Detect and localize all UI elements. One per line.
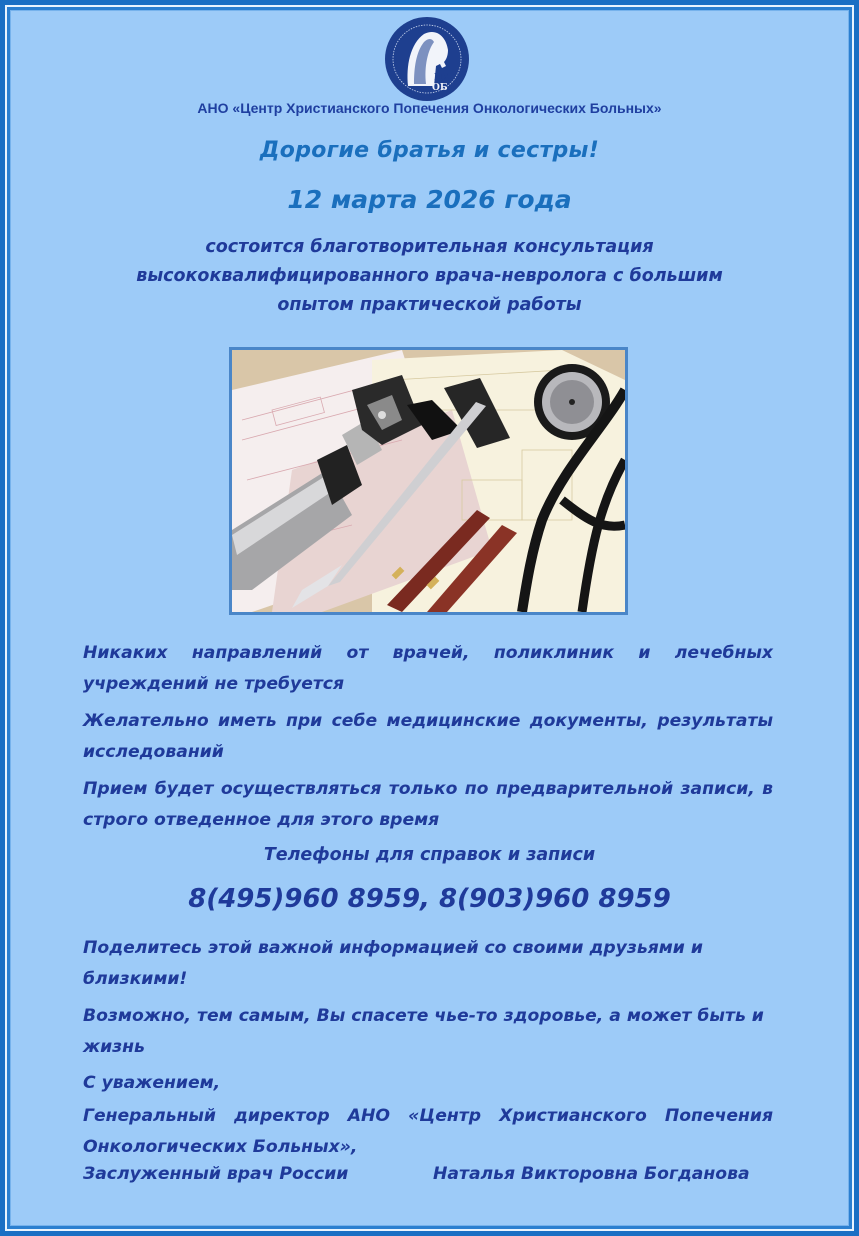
intro-text: состоится благотворительная консультация высококвалифицированного врача-невролога с большим опытом практической работы (136, 237, 723, 315)
greeting-heading: Дорогие братья и сестры! (259, 138, 600, 163)
share-note: Поделитесь этой важной информацией со своими друзьями и близкими! (83, 938, 703, 989)
event-date: 12 марта 2026 года (287, 185, 572, 214)
phone-numbers: 8(495)960 8959, 8(903)960 8959 (188, 884, 671, 914)
organization-emblem-icon (384, 16, 470, 102)
director-position: Генеральный директор АНО «Центр Христианского Попечения Онкологических Больных», (83, 1106, 773, 1157)
svg-text:ЦХ: ЦХ (434, 73, 450, 83)
regards-line: С уважением, (83, 1073, 221, 1093)
director-name: Наталья Викторовна Богданова (433, 1164, 750, 1184)
no-referral-note: Никаких направлений от врачей, поликлиник и лечебных учреждений не требуется (83, 643, 773, 694)
svg-text:ОБ: ОБ (432, 83, 448, 93)
appointment-note: Прием будет осуществляться только по предварительной записи, в строго отведенное для этого время (83, 779, 773, 830)
organization-name: АНО «Центр Христианского Попечения Онкологических Больных» (197, 100, 662, 116)
honorific-title: Заслуженный врач России (83, 1164, 349, 1184)
medical-instruments-photo (229, 347, 628, 615)
documents-note: Желательно иметь при себе медицинские документы, результаты исследований (83, 711, 773, 762)
save-health-note: Возможно, тем самым, Вы спасете чье-то здоровье, а может быть и жизнь (83, 1006, 764, 1057)
phones-label: Телефоны для справок и записи (263, 845, 596, 865)
